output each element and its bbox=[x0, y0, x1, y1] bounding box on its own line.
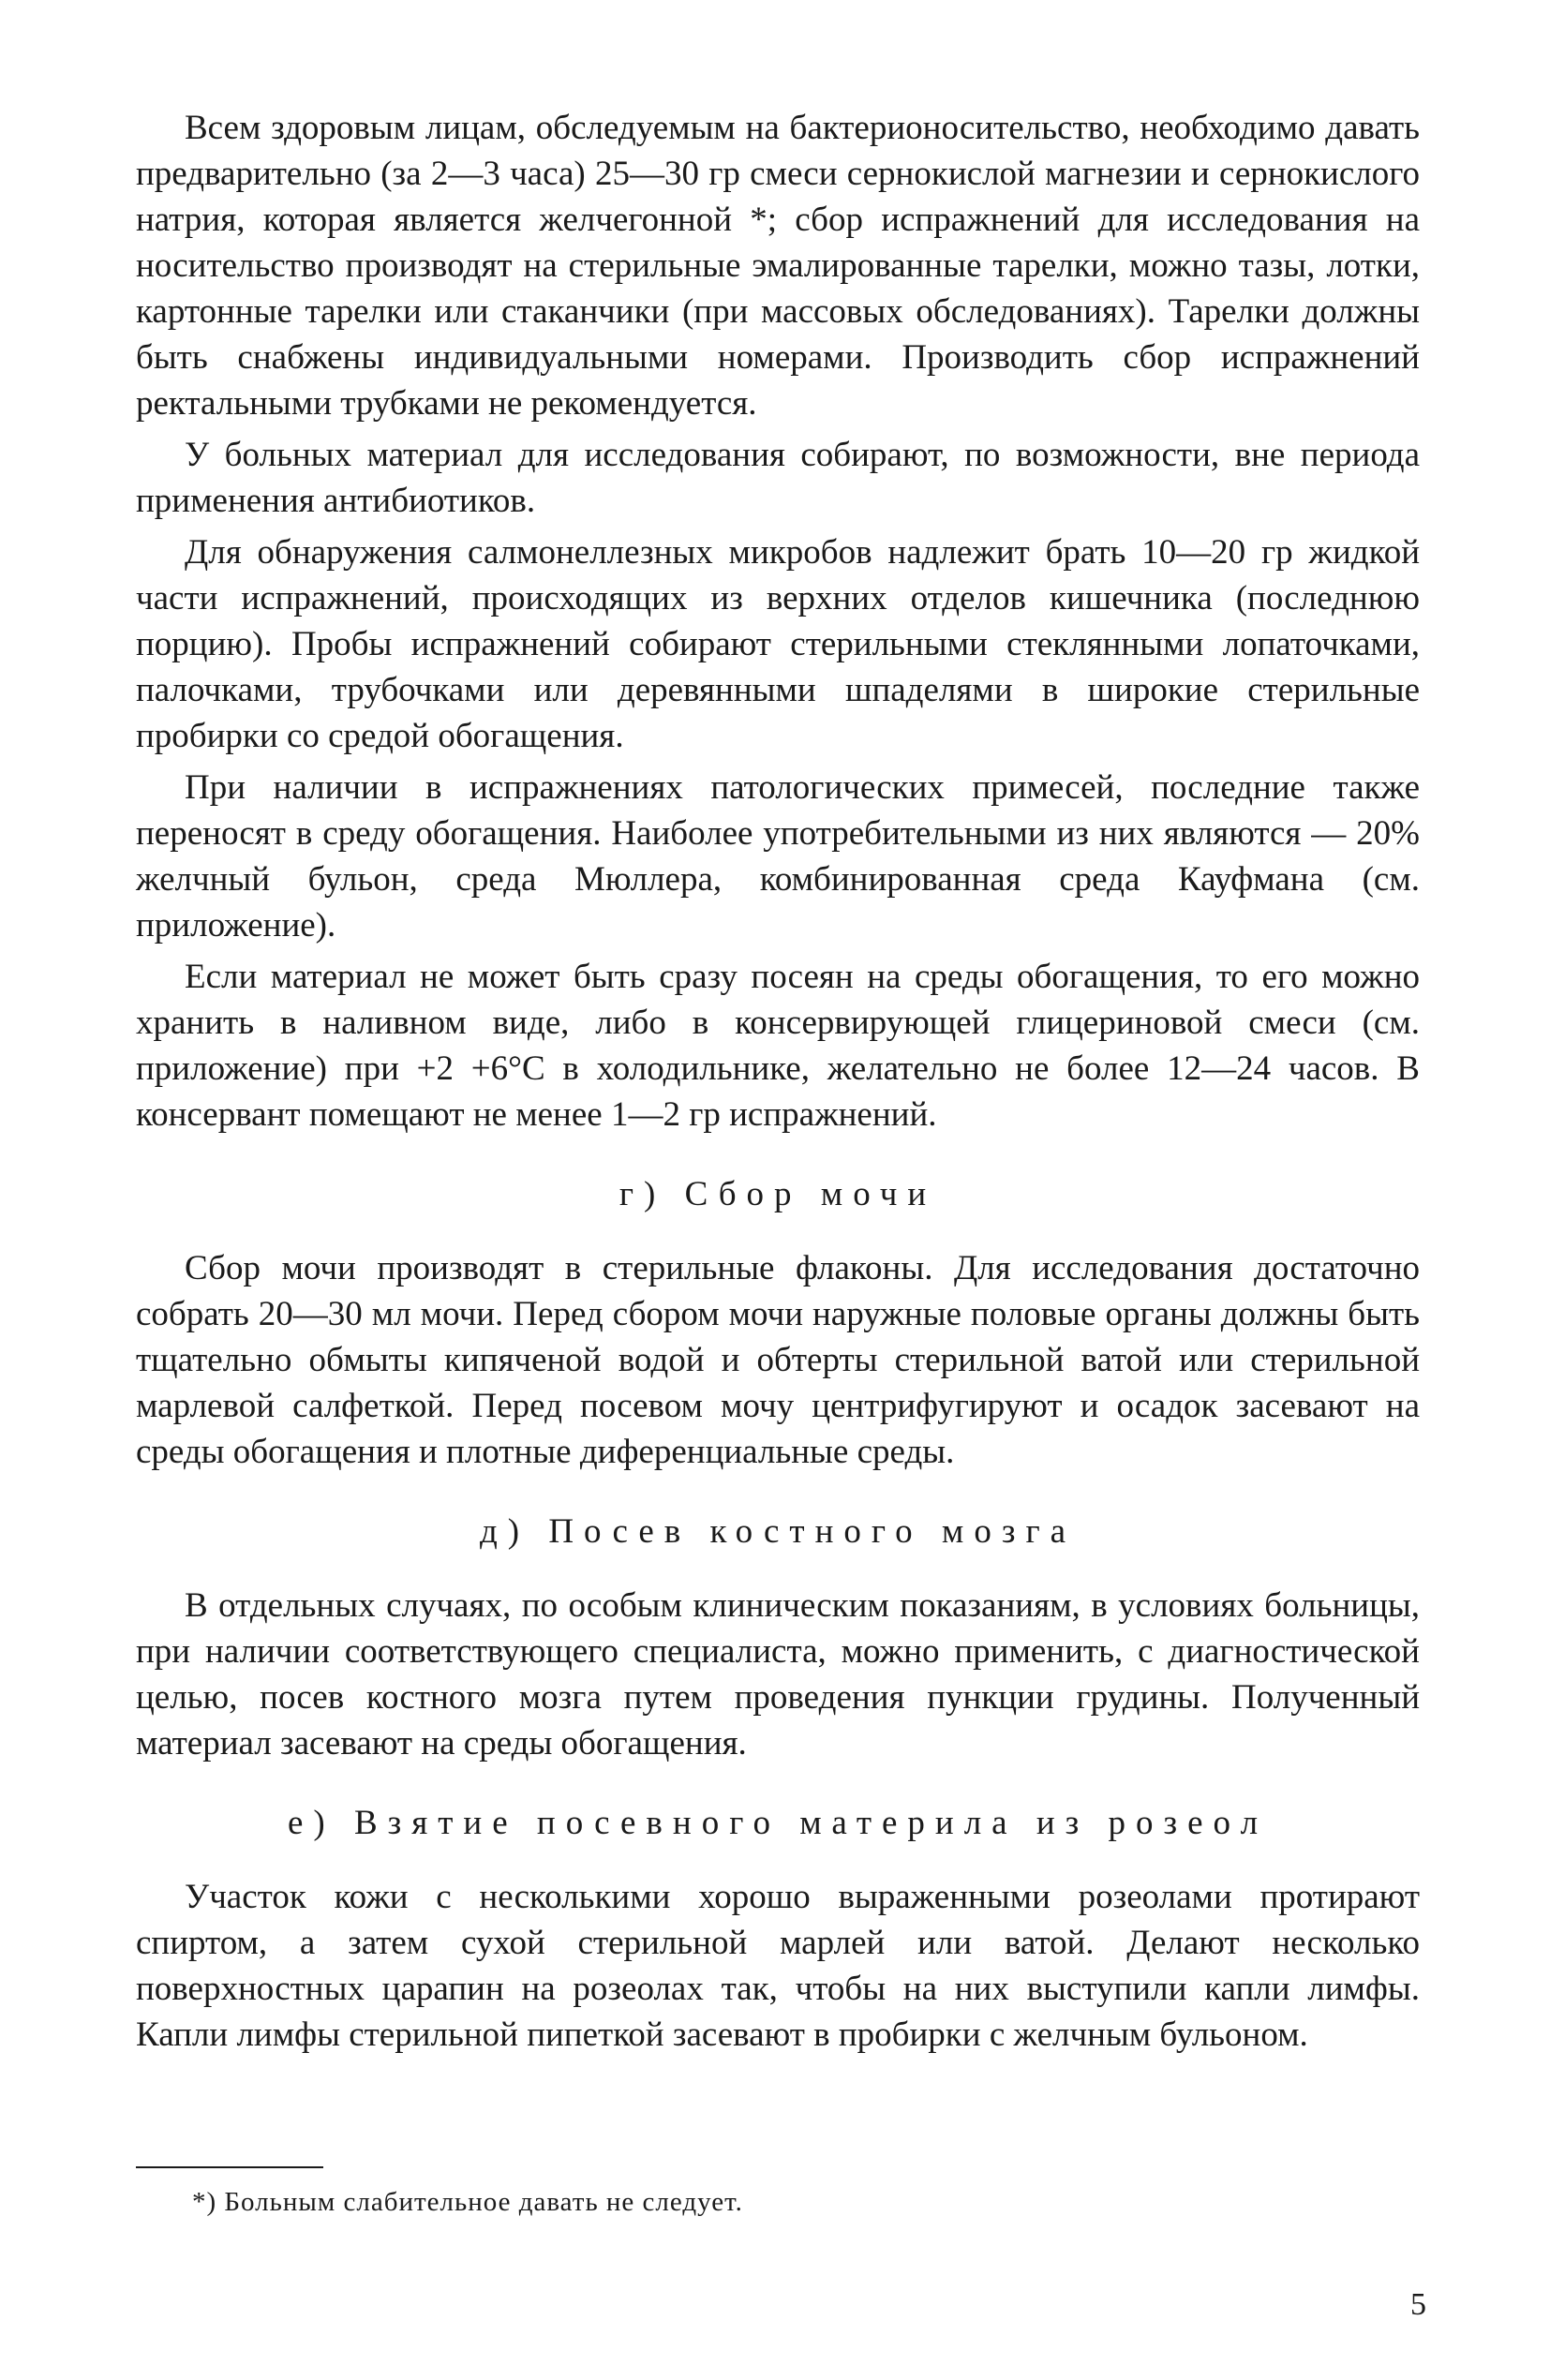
paragraph-carrier-screening: Всем здоровым лицам, обследуемым на бактерионосительство, необходимо давать предварительно (за 2—3 часа) 25—30 гр смеси сернокислой магнезии и сернокислого натрия, которая является желчегонной *; сбор испражнений для исследования на носительство производят на стерильные эмалированные тарелки, можно тазы, лотки, картонные тарелки или стаканчики (при массовых обследованиях). Тарелки должны быть снабжены индивидуальными номерами. Производить сбор испражнений ректальными трубками не рекомендуется. bbox=[136, 109, 1420, 423]
paragraph-bone-marrow: В отдельных случаях, по особым клиническим показаниям, в условиях больницы, при наличии соответствующего специалиста, можно применить, с диагностической целью, посев костного мозга путем проведения пункции грудины. Полученный материал засевают на среды обогащения. bbox=[136, 1586, 1420, 1763]
section-heading-urine: г) Сбор мочи bbox=[619, 1175, 937, 1213]
paragraph-patient-material: У больных материал для исследования собирают, по возможности, вне периода применения антибиотиков. bbox=[136, 436, 1420, 520]
paragraph-urine-collection: Сбор мочи производят в стерильные флаконы. Для исследования достаточно собрать 20—30 мл мочи. Перед сбором мочи наружные половые органы должны быть тщательно обмыты кипяченой водой и обтерты стерильной ватой или стерильной марлевой салфеткой. Перед посевом мочу центрифугируют и осадок засевают на среды обогащения и плотные диференциальные среды. bbox=[136, 1249, 1420, 1471]
section-heading-bone-marrow: д) Посев костного мозга bbox=[479, 1512, 1077, 1551]
footnote: *) Больным слабительное давать не следует. bbox=[192, 2187, 743, 2217]
page-number: 5 bbox=[1410, 2287, 1426, 2322]
paragraph-salmonella-detection: Для обнаружения салмонеллезных микробов надлежит брать 10—20 гр жидкой части испражнений, происходящих из верхних отделов кишечника (последнюю порцию). Пробы испражнений собирают стерильными стеклянными лопаточками, палочками, трубочками или деревянными шпаделями в широкие стерильные пробирки со средой обогащения. bbox=[136, 533, 1420, 755]
paragraph-pathological-admixtures: При наличии в испражнениях патологических примесей, последние также переносят в среду обогащения. Наиболее употребительными из них являются — 20% желчный бульон, среда Мюллера, комбинированная среда Кауфмана (см. приложение). bbox=[136, 768, 1420, 945]
paragraph-roseola: Участок кожи с несколькими хорошо выраженными розеолами протирают спиртом, а затем сухой стерильной марлей или ватой. Делают несколько поверхностных царапин на розеолах так, чтобы на них выступили капли лимфы. Капли лимфы стерильной пипеткой засевают в пробирки с желчным бульоном. bbox=[136, 1878, 1420, 2054]
paragraph-material-storage: Если материал не может быть сразу посеян на среды обогащения, то его можно хранить в наливном виде, либо в консервирующей глицериновой смеси (см. приложение) при +2 +6°С в холодильнике, желательно не более 12—24 часов. В консервант помещают не менее 1—2 гр испражнений. bbox=[136, 958, 1420, 1134]
section-heading-roseola: е) Взятие посевного материла из розеол bbox=[287, 1804, 1269, 1842]
text-column bbox=[136, 105, 1420, 2063]
footnote-divider bbox=[136, 2166, 323, 2168]
